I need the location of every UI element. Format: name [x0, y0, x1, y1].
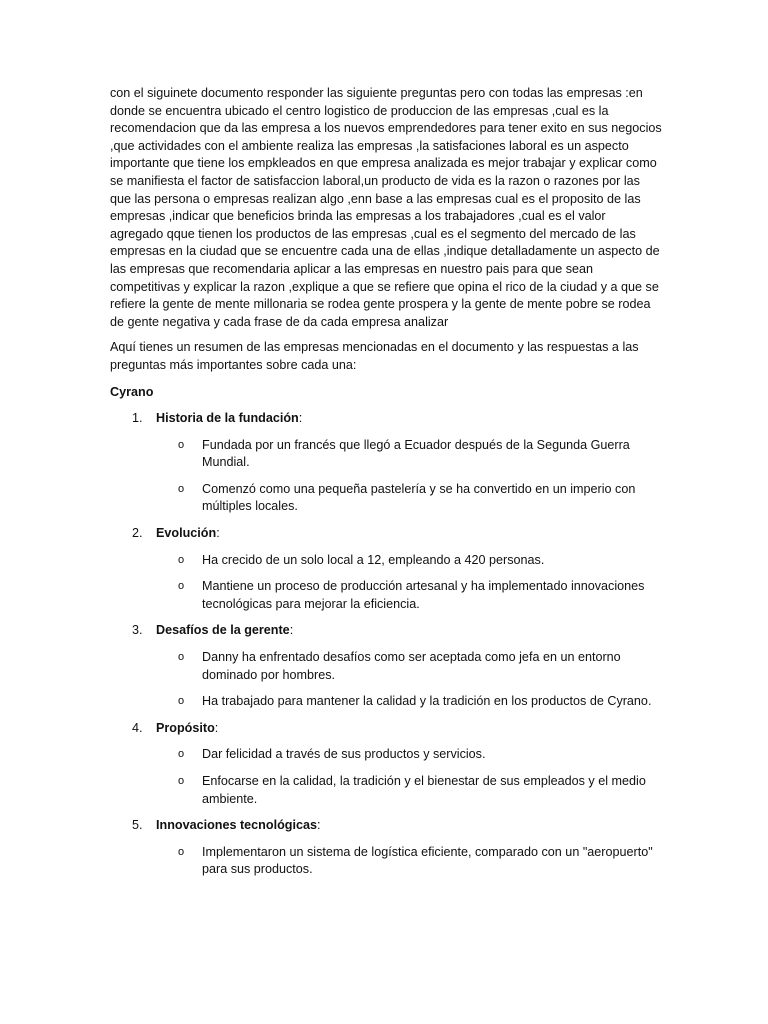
intro-paragraph: con el siguinete documento responder las siguiente preguntas pero con todas las empresas :en donde se encuentra ubicado el centro logistico de produccion de las empresas ,cual es la recomendacion que da las empresa a los nuevos emprendedores para tener exito en sus negocios ,que actividades con el ambiente realiza las empresas ,la satisfaciones laboral es un aspecto importante que tiene los empkleados en que empresa analizada es mejor trabajar y explicar como se manifiesta el factor de satisfaccion laboral,un producto de vida es la razon o razones por las que las persona o empresas realizan algo ,enn base a las empresas cual es el proposito de las empresas ,indicar que beneficios brinda las empresas a los trabajadores ,cual es el valor agregado qque tienen los productos de las empresas ,cual es el segmento del mercado de las empresas en la ciudad que se encuentre cada una de ellas ,indique detalladamente un aspecto de las empresas que recomendaria aplicar a las empresas en nuestro pais para que sean competitivas y explicar la razon ,explique a que se refiere que opina el rico de la ciudad y a que se refiere la gente de mente millonaria se rodea gente prospera y la gente de mente pobre se rodea de gente negativa y cada frase de da cada empresa analizar	[110, 86, 662, 329]
section-list	[110, 410, 662, 879]
document-page	[110, 85, 662, 888]
section-heading	[110, 817, 662, 835]
bullet-icon: o	[178, 438, 185, 451]
list-item	[110, 844, 662, 879]
section-colon: :	[289, 623, 294, 638]
bullet-icon: o	[178, 775, 185, 787]
section-number: 2.	[132, 526, 143, 541]
section-title: Historia de la fundación	[156, 411, 299, 426]
section-number: 5.	[132, 818, 143, 833]
bullet-text: Ha crecido de un solo local a 12, empleando a 420 personas.	[202, 552, 545, 567]
section-number: 3.	[132, 623, 143, 638]
section-colon: :	[214, 720, 219, 735]
bullet-list	[110, 844, 662, 879]
bullet-icon: o	[178, 482, 185, 495]
section-heading	[110, 525, 662, 543]
section-colon: :	[216, 526, 220, 541]
bullet-icon: o	[178, 748, 185, 761]
bullet-icon: o	[178, 580, 185, 593]
section-colon: :	[316, 818, 321, 833]
list-item	[110, 578, 662, 613]
bullet-icon: o	[178, 553, 185, 566]
bullet-text: Implementaron un sistema de logística eficiente, comparado con un "aeropuerto" para sus productos.	[202, 844, 653, 877]
section-colon: :	[298, 411, 303, 426]
bullet-icon: o	[178, 651, 185, 664]
list-item	[110, 746, 662, 764]
bullet-list	[110, 746, 662, 808]
section-item	[110, 410, 662, 516]
list-item	[110, 649, 662, 684]
bullet-text: Enfocarse en la calidad, la tradición y el bienestar de sus empleados y el medio ambiente.	[202, 774, 646, 806]
section-title: Evolución	[156, 526, 217, 541]
section-title: Propósito	[156, 720, 215, 735]
section-title: Desafíos de la gerente	[156, 623, 290, 638]
bullet-text: Fundada por un francés que llegó a Ecuador después de la Segunda Guerra Mundial.	[202, 437, 630, 470]
bullet-text: Comenzó como una pequeña pastelería y se ha convertido en un imperio con múltiples locales.	[202, 481, 636, 514]
bullet-text: Danny ha enfrentado desafíos como ser aceptada como jefa en un entorno dominado por hombres.	[202, 650, 621, 682]
section-heading	[110, 410, 662, 428]
section-item	[110, 720, 662, 808]
section-heading	[110, 622, 662, 640]
section-item	[110, 525, 662, 613]
list-item	[110, 552, 662, 570]
list-item	[110, 481, 662, 516]
summary-paragraph: Aquí tienes un resumen de las empresas mencionadas en el documento y las respuestas a las preguntas más importantes sobre cada una:	[110, 340, 639, 372]
section-item	[110, 817, 662, 879]
list-item	[110, 693, 662, 711]
bullet-icon: o	[178, 845, 185, 858]
section-number: 4.	[132, 720, 143, 735]
bullet-list	[110, 649, 662, 711]
section-title: Innovaciones tecnológicas	[156, 818, 317, 833]
section-heading	[110, 720, 662, 738]
bullet-list	[110, 437, 662, 516]
list-item	[110, 437, 662, 472]
bullet-list	[110, 552, 662, 614]
bullet-text: Dar felicidad a través de sus productos y servicios.	[202, 747, 486, 762]
bullet-text: Ha trabajado para mantener la calidad y la tradición en los productos de Cyrano.	[202, 694, 652, 709]
section-number: 1.	[132, 411, 143, 426]
company-heading: Cyrano	[110, 384, 154, 399]
bullet-icon: o	[178, 695, 185, 708]
section-item	[110, 622, 662, 710]
bullet-text: Mantiene un proceso de producción artesanal y ha implementado innovaciones tecnológicas para mejorar la eficiencia.	[202, 579, 645, 611]
list-item	[110, 773, 662, 808]
